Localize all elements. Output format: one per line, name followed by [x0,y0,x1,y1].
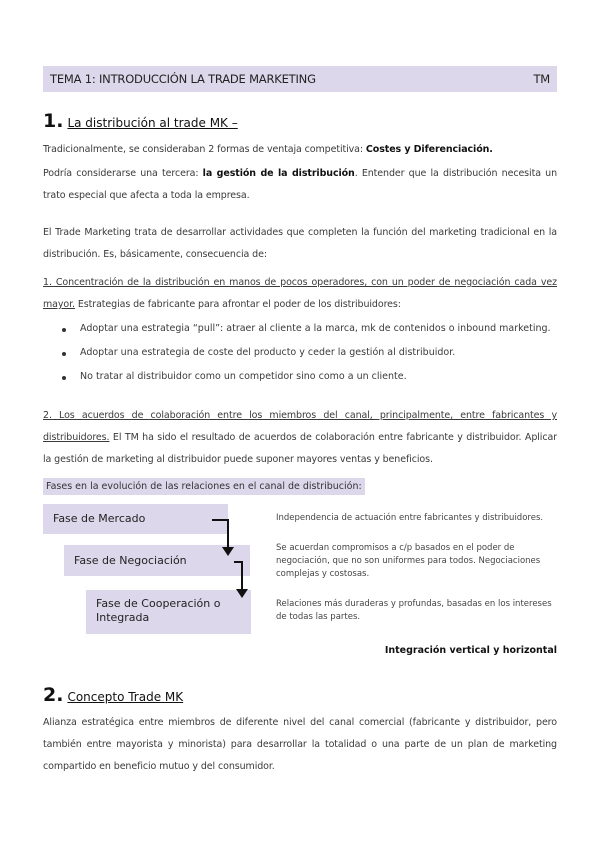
point-2-rest: El TM ha sido el resultado de acuerdos de colaboración entre fabricante y distribuidor. Aplicar la gestión de marketing al distribuidor puede suponer mayores ventas y beneficios. [43,432,557,465]
section-1-number: 1. [43,110,64,132]
paragraph-competitive-advantage [43,139,557,161]
point-1-rest: Estrategias de fabricante para afrontar el poder de los distribuidores: [74,299,401,310]
section-1-heading [43,110,238,132]
phase-label: Fase de Negociación [74,554,187,567]
arrow-down-icon [232,560,258,600]
arrow-down-icon [210,518,236,558]
point-1-concentration [43,272,557,316]
document-tag: TM [533,72,550,86]
p1-bold: Costes y Diferenciación. [365,144,493,155]
phase-desc-negociacion: Se acuerdan compromisos a c/p basados en el poder de negociación, que no son uniformes para todos. Negociaciones complejas y costosas. [276,543,541,579]
p1-text: Tradicionalmente, se consideraban 2 formas de ventaja competitiva: [43,144,366,155]
strategy-bullet-list [62,318,557,390]
point-2-underlined: 2. Los acuerdos de colaboración entre los miembros del canal, principalmente, entre fabricantes y distribuidores. [43,410,557,443]
phase-desc-mercado: Independencia de actuación entre fabricantes y distribuidores. [276,513,544,523]
p2-bold: la gestión de la distribución [202,168,355,179]
section-2-title: Concepto Trade MK [67,690,184,704]
p2-text-b: . Entender que la distribución necesita un trato especial que afecta a toda la empresa. [43,168,557,201]
phase-box-cooperacion [86,590,251,634]
section-2-heading [43,684,183,706]
paragraph-trade-marketing: El Trade Marketing trata de desarrollar actividades que completen la función del marketing tradicional en la distribución. Es, básicamente, consecuencia de: [43,227,557,260]
phases-title: Fases en la evolución de las relaciones en el canal de distribución: [43,478,365,495]
list-item: No tratar al distribuidor como un competidor sino como a un cliente. [62,366,557,390]
paragraph-third-advantage [43,163,557,207]
paragraph-trade-mk-concept: Alianza estratégica entre miembros de diferente nivel del canal comercial (fabricante y distribuidor, pero también entre mayorista y minorista) para desarrollar la totalidad o una parte de un plan de marketing compartido en beneficio mutuo y del consumidor. [43,717,557,772]
phase-desc-cooperacion: Relaciones más duraderas y profundas, basadas en los intereses de todas las partes. [276,599,552,622]
section-2-number: 2. [43,684,64,706]
point-1-underlined: 1. Concentración de la distribución en manos de pocos operadores, con un poder de negociación cada vez mayor. [43,277,557,310]
point-2-collaboration [43,405,557,471]
section-1-title: La distribución al trade MK – [67,116,238,130]
phase-box-mercado [43,504,228,534]
p2-text-a: Podría considerarse una tercera: [43,168,203,179]
integration-label: Integración vertical y horizontal [384,645,557,656]
phase-label: Fase de Mercado [53,512,146,525]
header-bar [43,66,557,92]
list-item: Adoptar una estrategia de coste del producto y ceder la gestión al distribuidor. [62,342,557,366]
list-item: Adoptar una estrategia “pull”: atraer al cliente a la marca, mk de contenidos o inbound marketing. [62,318,557,342]
document-title: TEMA 1: INTRODUCCIÓN LA TRADE MARKETING [50,72,316,86]
phase-label: Fase de Cooperación o Integrada [96,597,221,624]
